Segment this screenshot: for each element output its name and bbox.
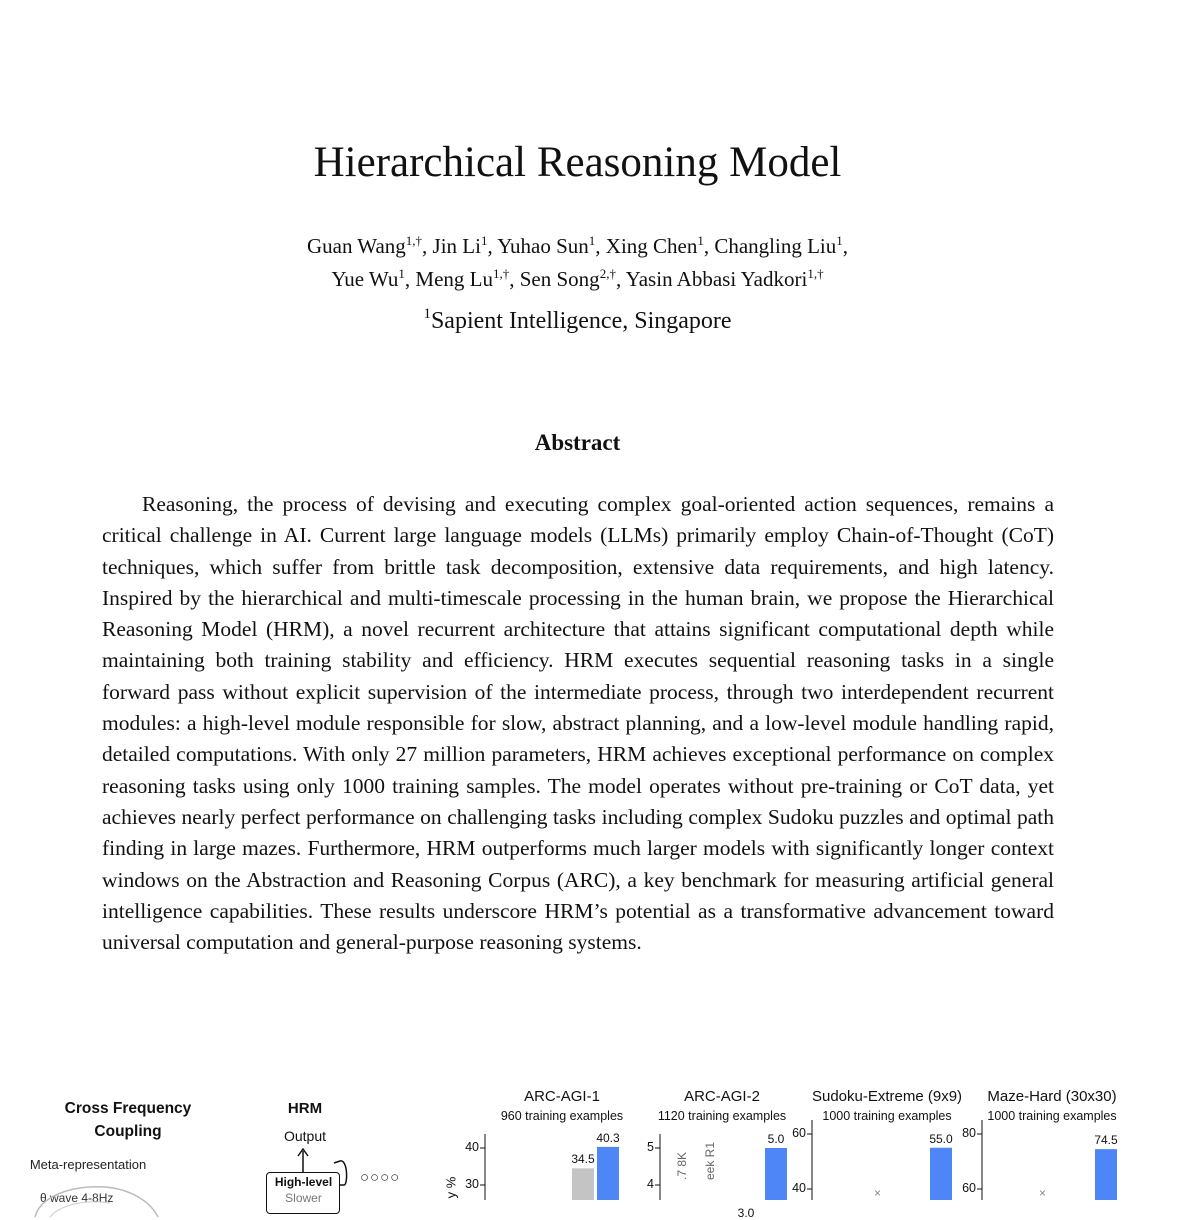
y-tick-label: 60 [792, 1126, 806, 1140]
paper-title: Hierarchical Reasoning Model [313, 139, 842, 186]
high-level-module-speed: Slower [285, 1191, 322, 1205]
bar [1095, 1149, 1117, 1200]
y-tick-label: 30 [465, 1177, 479, 1191]
y-tick-label: 40 [465, 1140, 479, 1154]
theta-wave-label: θ wave 4-8Hz [40, 1191, 114, 1205]
author: Guan Wang$^{1,\dagger}$, [306, 233, 433, 258]
state-circles: ○○○○ [360, 1169, 401, 1186]
y-tick-label: 60 [962, 1181, 976, 1195]
author: Meng $Lu^{1,\dagger}$, [415, 266, 520, 291]
author: Yuhao Sun$^1$, [497, 233, 606, 258]
y-tick-label: 40 [792, 1181, 806, 1195]
chart-title: ARC-AGI-2 [684, 1088, 760, 1105]
y-tick-label: 4 [647, 1177, 654, 1191]
author-line-2 [0, 263, 1155, 296]
rotated-model-label: eek R1 [703, 1141, 717, 1180]
chart-subtitle: 960 training examples [500, 1109, 624, 1123]
author: Jin Li$^1$, [432, 233, 498, 258]
y-axis-label: y % [443, 1176, 459, 1199]
chart-subtitle: 1120 training examples [657, 1109, 787, 1123]
figure-1 [0, 1085, 1199, 1220]
author: Changling Liu$^1$, [714, 233, 849, 258]
cfc-title: Cross Frequency Coupling [64, 1100, 192, 1140]
author: Sen Song$^{2,\dagger}$, [519, 266, 626, 291]
chart-plot [0, 1085, 1199, 1200]
rotated-model-label: .7 8K [675, 1151, 689, 1180]
hrm-diagram-title: HRM [287, 1100, 323, 1117]
chart-title: Sudoku-Extreme (9x9) [811, 1088, 963, 1105]
y-tick-label: 5 [647, 1140, 654, 1154]
chart-subtitle: 1000 training examples [987, 1109, 1117, 1123]
bar-value-label: 74.5 [1094, 1133, 1118, 1148]
chart-title: ARC-AGI-1 [524, 1088, 600, 1105]
author: Yue Wu$^1$, [331, 266, 416, 291]
author: Xing Chen$^1$, [605, 233, 715, 258]
author: Yasin Abbasi Yadkori$^{1,\dagger}$ [625, 266, 824, 291]
bar-value-label: 40.3 [596, 1130, 620, 1145]
author-list [0, 230, 1155, 296]
abstract-text: Reasoning, the process of devising and executing complex goal-oriented action sequences, remains a critical challenge in AI. Current large language models (LLMs) primarily employ Chain-of-Thought (CoT) techniques, which suffer from brittle task decomposition, extensive data requirements, and high latency. Inspired by the hierarchical and multi-timescale processing in the human brain, we propose the Hierarchical Reasoning Model (HRM), a novel recurrent architecture that attains significant computational depth while maintaining both training stability and efficiency. HRM executes sequential reasoning tasks in a single forward pass without explicit supervision of the intermediate process, through two interdependent recurrent modules: a high-level module responsible for slow, abstract planning, and a low-level module handling rapid, detailed computations. With only 27 million parameters, HRM achieves exceptional performance on complex reasoning tasks using only 1000 training samples. The model operates without pre-training or CoT data, yet achieves nearly perfect performance on challenging tasks including complex Sudoku puzzles and optimal path finding in large mazes. Furthermore, HRM outperforms much larger models with significantly longer context windows on the Abstraction and Reasoning Corpus (ARC), a key benchmark for measuring artificial general intelligence capabilities. These results underscore HRM’s potential as a transformative advancement toward universal computation and general-purpose reasoning systems. [102, 492, 1054, 955]
cfc-meta-label: Meta-representation [29, 1157, 147, 1172]
missing-bar-marker: × [874, 1186, 882, 1200]
affiliation: $^1$Sapient Intelligence, Singapore [423, 306, 732, 334]
chart-subtitle: 1000 training examples [822, 1109, 952, 1123]
author-line-1 [0, 230, 1155, 263]
bar-value-label: 5.0 [767, 1132, 785, 1146]
missing-bar-marker: × [1039, 1186, 1047, 1200]
y-tick-label: 80 [962, 1126, 976, 1140]
abstract-heading: Abstract [534, 430, 621, 455]
bar-value-label: 34.5 [571, 1152, 595, 1167]
bar-value-label: 3.0 [737, 1206, 755, 1220]
hrm-output-label: Output [283, 1128, 327, 1144]
chart-title: Maze-Hard (30x30) [987, 1088, 1117, 1105]
bar-value-label: 55.0 [929, 1131, 953, 1146]
high-level-module-label: High-level [274, 1175, 333, 1189]
